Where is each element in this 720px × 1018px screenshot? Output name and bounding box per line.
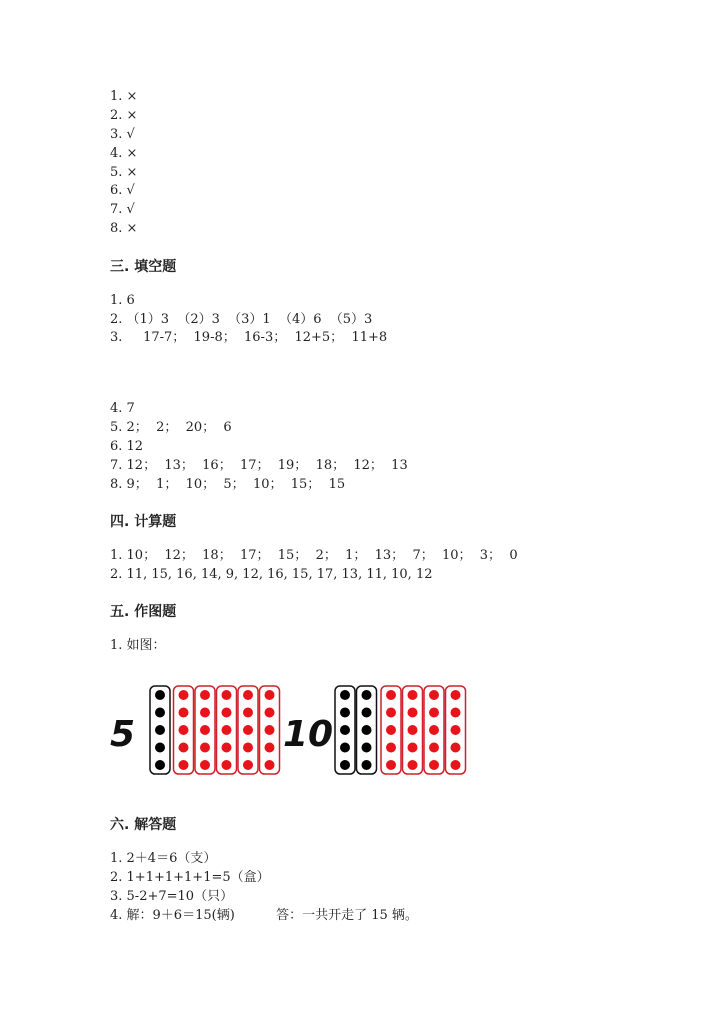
black-ten-column-dot: [340, 708, 350, 718]
fill-blank-answer: 2. （1）3 （2）3 （3）1 （4）6 （5）3: [110, 312, 373, 327]
red-ten-column-dot: [451, 690, 461, 700]
red-ten-column-dot: [451, 760, 461, 770]
red-ten-column-dot: [200, 743, 210, 753]
fill-blank-answer: 7. 12； 13； 16； 17； 19； 18； 12； 13: [110, 458, 408, 473]
red-ten-column-dot: [429, 743, 439, 753]
calculation-answer: 2. 11, 15, 16, 14, 9, 12, 16, 15, 17, 13, 11, 10, 12: [110, 567, 433, 582]
red-ten-column-dot: [222, 760, 232, 770]
red-ten-column-dot: [451, 725, 461, 735]
red-ten-column-dot: [200, 708, 210, 718]
red-ten-column-dot: [265, 760, 275, 770]
red-ten-column-dot: [200, 690, 210, 700]
red-ten-column-dot: [265, 725, 275, 735]
red-ten-column-dot: [386, 690, 396, 700]
red-ten-column-dot: [243, 760, 253, 770]
red-ten-column-dot: [386, 760, 396, 770]
fill-blank-answer: 8. 9； 1； 10； 5； 10； 15； 15: [110, 477, 346, 492]
black-ten-column-dot: [155, 760, 165, 770]
solution-answer: 2. 1+1+1+1+1=5（盒）: [110, 870, 270, 885]
section-heading-calculation: 四. 计算题: [110, 514, 177, 530]
solution-answer: 1. 2＋4＝6（支）: [110, 851, 217, 866]
red-ten-column-dot: [243, 690, 253, 700]
red-ten-column-dot: [179, 690, 189, 700]
black-ten-column-dot: [362, 760, 372, 770]
solution-answer: 3. 5-2+7=10（只）: [110, 889, 234, 904]
red-ten-column-dot: [222, 725, 232, 735]
fill-blank-answer: 4. 7: [110, 401, 135, 416]
calculation-answer: 1. 10； 12； 18； 17； 15； 2； 1； 13； 7； 10； 3； 0: [110, 548, 518, 563]
red-ten-column-dot: [179, 725, 189, 735]
section-heading-solution: 六. 解答题: [110, 817, 177, 833]
red-ten-column-dot: [429, 708, 439, 718]
judgement-answer: 1. ×: [110, 89, 138, 104]
black-ten-column-dot: [340, 743, 350, 753]
red-ten-column-dot: [222, 743, 232, 753]
red-ten-column-dot: [429, 725, 439, 735]
fill-blank-answer: 1. 6: [110, 293, 135, 308]
red-ten-column-dot: [451, 743, 461, 753]
judgement-answer: 6. √: [110, 183, 135, 198]
section-heading-drawing: 五. 作图题: [110, 604, 177, 620]
red-ten-column-dot: [243, 708, 253, 718]
red-ten-column-dot: [179, 708, 189, 718]
right-number-label: 10: [283, 714, 334, 755]
black-ten-column-dot: [155, 725, 165, 735]
black-ten-column-dot: [155, 690, 165, 700]
red-ten-column-dot: [222, 708, 232, 718]
red-ten-column-dot: [265, 690, 275, 700]
red-ten-column-dot: [408, 725, 418, 735]
black-ten-column-dot: [155, 743, 165, 753]
section-heading-fill-blank: 三. 填空题: [110, 259, 177, 275]
red-ten-column-dot: [386, 708, 396, 718]
judgement-answer: 5. ×: [110, 165, 138, 180]
black-ten-column-dot: [340, 760, 350, 770]
drawing-answer: 1. 如图：: [110, 638, 166, 653]
judgement-answer: 7. √: [110, 202, 135, 217]
red-ten-column-dot: [200, 760, 210, 770]
red-ten-column-dot: [265, 708, 275, 718]
black-ten-column-dot: [155, 708, 165, 718]
judgement-answer: 8. ×: [110, 221, 138, 236]
black-ten-column-dot: [340, 725, 350, 735]
red-ten-column-dot: [429, 760, 439, 770]
black-ten-column-dot: [362, 725, 372, 735]
red-ten-column-dot: [451, 708, 461, 718]
judgement-answer: 2. ×: [110, 108, 138, 123]
fill-blank-answer: 6. 12: [110, 439, 144, 454]
red-ten-column-dot: [386, 743, 396, 753]
red-ten-column-dot: [200, 725, 210, 735]
red-ten-column-dot: [243, 725, 253, 735]
red-ten-column-dot: [179, 760, 189, 770]
red-ten-column-dot: [179, 743, 189, 753]
red-ten-column-dot: [265, 743, 275, 753]
judgement-answer: 4. ×: [110, 146, 138, 161]
judgement-answer: 3. √: [110, 127, 135, 142]
counting-dots-figure: [100, 680, 470, 780]
red-ten-column-dot: [408, 760, 418, 770]
black-ten-column-dot: [362, 690, 372, 700]
red-ten-column-dot: [222, 690, 232, 700]
fill-blank-answer: 5. 2； 2； 20； 6: [110, 420, 232, 435]
red-ten-column-dot: [408, 690, 418, 700]
black-ten-column-dot: [362, 708, 372, 718]
solution-answer: 4. 解：9＋6＝15(辆) 答：一共开走了 15 辆。: [110, 908, 418, 923]
black-ten-column-dot: [340, 690, 350, 700]
red-ten-column-dot: [408, 743, 418, 753]
red-ten-column-dot: [386, 725, 396, 735]
red-ten-column-dot: [243, 743, 253, 753]
left-number-label: 5: [110, 714, 136, 755]
fill-blank-answer: 3. 17-7； 19-8； 16-3； 12+5； 11+8: [110, 330, 388, 345]
red-ten-column-dot: [408, 708, 418, 718]
black-ten-column-dot: [362, 743, 372, 753]
red-ten-column-dot: [429, 690, 439, 700]
